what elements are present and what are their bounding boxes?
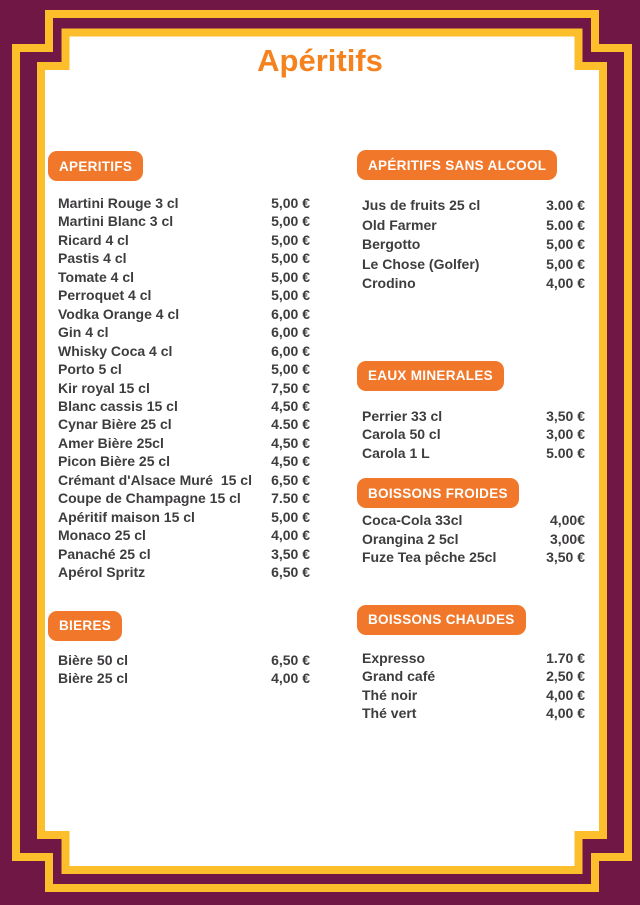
menu-item-row [357,444,585,462]
menu-item-row [48,342,310,360]
item-price: 1.70 € [546,649,585,666]
item-name: Monaco 25 cl [58,527,146,544]
menu-item-row [48,669,310,687]
menu-item-row [357,425,585,443]
item-name: Amer Bière 25cl [58,434,164,451]
item-price: 5.00 € [546,444,585,461]
item-price: 7.50 € [271,490,310,507]
item-price: 5,00 € [546,255,585,272]
item-name: Old Farmer [362,216,437,233]
menu-item-row [357,407,585,425]
item-price: 4,50 € [271,453,310,470]
item-name: Bergotto [362,236,421,253]
menu-item-row [48,379,310,397]
item-price: 6,00 € [271,342,310,359]
menu-item-row [357,530,585,548]
item-name: Pastis 4 cl [58,250,127,267]
menu-item-row [48,508,310,526]
menu-column-right [357,150,585,723]
item-name: Fuze Tea pêche 25cl [362,549,497,566]
menu-item-row [357,704,585,722]
item-name: Crodino [362,275,416,292]
item-price: 5,00 € [546,236,585,253]
item-name: Kir royal 15 cl [58,379,150,396]
section-header-boissons-froides: BOISSONS FROIDES [357,478,519,508]
section-items-ap-ritifs-sans-alcool [357,196,585,294]
item-name: Porto 5 cl [58,361,122,378]
item-price: 3,50 € [271,545,310,562]
item-price: 4,00 € [546,275,585,292]
item-name: Bière 50 cl [58,651,129,668]
item-name: Vodka Orange 4 cl [58,305,180,322]
section-header-ap-ritifs-sans-alcool: APÉRITIFS SANS ALCOOL [357,150,557,180]
item-name: Jus de fruits 25 cl [362,197,481,213]
section-header-bieres: BIERES [48,611,122,641]
item-price: 3,50 € [546,407,585,424]
menu-item-row [48,194,310,212]
menu-item-row [48,268,310,286]
item-price: 5,00 € [271,213,310,230]
item-price: 4,50 € [271,434,310,451]
menu-item-row [357,548,585,566]
menu-item-row [357,274,585,294]
menu-item-row [357,196,585,216]
menu-item-row [48,212,310,230]
item-price: 5.00 € [546,216,585,233]
menu-item-row [48,360,310,378]
section-items-boissons-froides [357,511,585,566]
menu-item-row [48,489,310,507]
menu-item-row [48,452,310,470]
item-name: Apérol Spritz [58,564,146,581]
section-items-aperitifs [48,194,310,582]
menu-item-row [48,415,310,433]
item-price: 6,50 € [271,651,310,668]
section-items-bieres [48,651,310,688]
item-name: Coupe de Champagne 15 cl [58,490,241,507]
menu-item-row [48,323,310,341]
item-name: Grand café [362,668,436,685]
section-header-boissons-chaudes: BOISSONS CHAUDES [357,605,526,635]
menu-item-row [48,286,310,304]
item-name: Martini Blanc 3 cl [58,213,174,230]
menu-item-row [357,667,585,685]
item-name: Le Chose (Golfer) [362,255,480,272]
item-price: 5,00 € [271,361,310,378]
menu-item-row [357,255,585,275]
item-name: Gin 4 cl [58,324,109,341]
item-price: 5,00 € [271,250,310,267]
menu-item-row [48,526,310,544]
menu-item-row [48,651,310,669]
section-items-eaux-minerales [357,407,585,462]
menu-item-row [48,471,310,489]
item-price: 6,00 € [271,324,310,341]
item-price: 5,00 € [271,287,310,304]
item-price: 3,00 € [546,426,585,443]
menu-item-row [357,216,585,236]
section-items-boissons-chaudes [357,649,585,723]
menu-item-row [48,231,310,249]
item-price: 5,00 € [271,231,310,248]
item-price: 4,00 € [546,686,585,703]
menu-item-row [48,397,310,415]
item-price: 4.50 € [271,416,310,433]
section-header-eaux-minerales: EAUX MINERALES [357,361,504,391]
menu-item-row [48,249,310,267]
menu-item-row [48,545,310,563]
item-name: Orangina 2 5cl [362,530,459,547]
item-price: 6,00 € [271,305,310,322]
item-price: 6,50 € [271,564,310,581]
page-title: Apéritifs [257,43,383,78]
item-name: Thé vert [362,705,417,722]
menu-item-row [357,686,585,704]
menu-column-left [48,151,310,687]
menu-item-row [48,434,310,452]
item-name: Cynar Bière 25 cl [58,416,172,433]
item-name: Blanc cassis 15 cl [58,397,178,414]
item-name: Picon Bière 25 cl [58,453,171,470]
menu-item-row [357,649,585,667]
menu-item-row [48,563,310,581]
item-name: Martini Rouge 3 cl [58,195,179,211]
item-name: Bière 25 cl [58,669,129,686]
item-price: 3,50 € [546,549,585,566]
item-name: Whisky Coca 4 cl [58,342,173,359]
item-name: Perrier 33 cl [362,407,443,424]
item-name: Coca-Cola 33cl [362,512,463,529]
item-name: Carola 50 cl [362,426,441,443]
item-price: 4,00 € [546,705,585,722]
item-name: Panaché 25 cl [58,545,151,562]
item-name: Tomate 4 cl [58,268,134,285]
item-name: Ricard 4 cl [58,231,129,248]
item-price: 2,50 € [546,668,585,685]
item-price: 7,50 € [271,379,310,396]
item-price: 5,00 € [271,268,310,285]
item-price: 3.00 € [546,197,585,213]
item-price: 6,50 € [271,471,310,488]
item-price: 5,00 € [271,508,310,525]
menu-item-row [357,511,585,529]
item-price: 4,00 € [271,669,310,686]
item-name: Expresso [362,649,426,666]
menu-item-row [48,305,310,323]
item-name: Apéritif maison 15 cl [58,508,195,525]
item-price: 4,00€ [549,512,585,529]
item-name: Crémant d'Alsace Muré 15 cl [58,471,252,488]
menu-item-row [357,235,585,255]
item-name: Thé noir [362,686,418,703]
item-price: 5,00 € [271,195,310,211]
section-header-aperitifs: APERITIFS [48,151,143,181]
item-name: Carola 1 L [362,444,430,461]
item-price: 4,00 € [271,527,310,544]
item-price: 3,00€ [549,530,585,547]
item-price: 4,50 € [271,397,310,414]
item-name: Perroquet 4 cl [58,287,152,304]
